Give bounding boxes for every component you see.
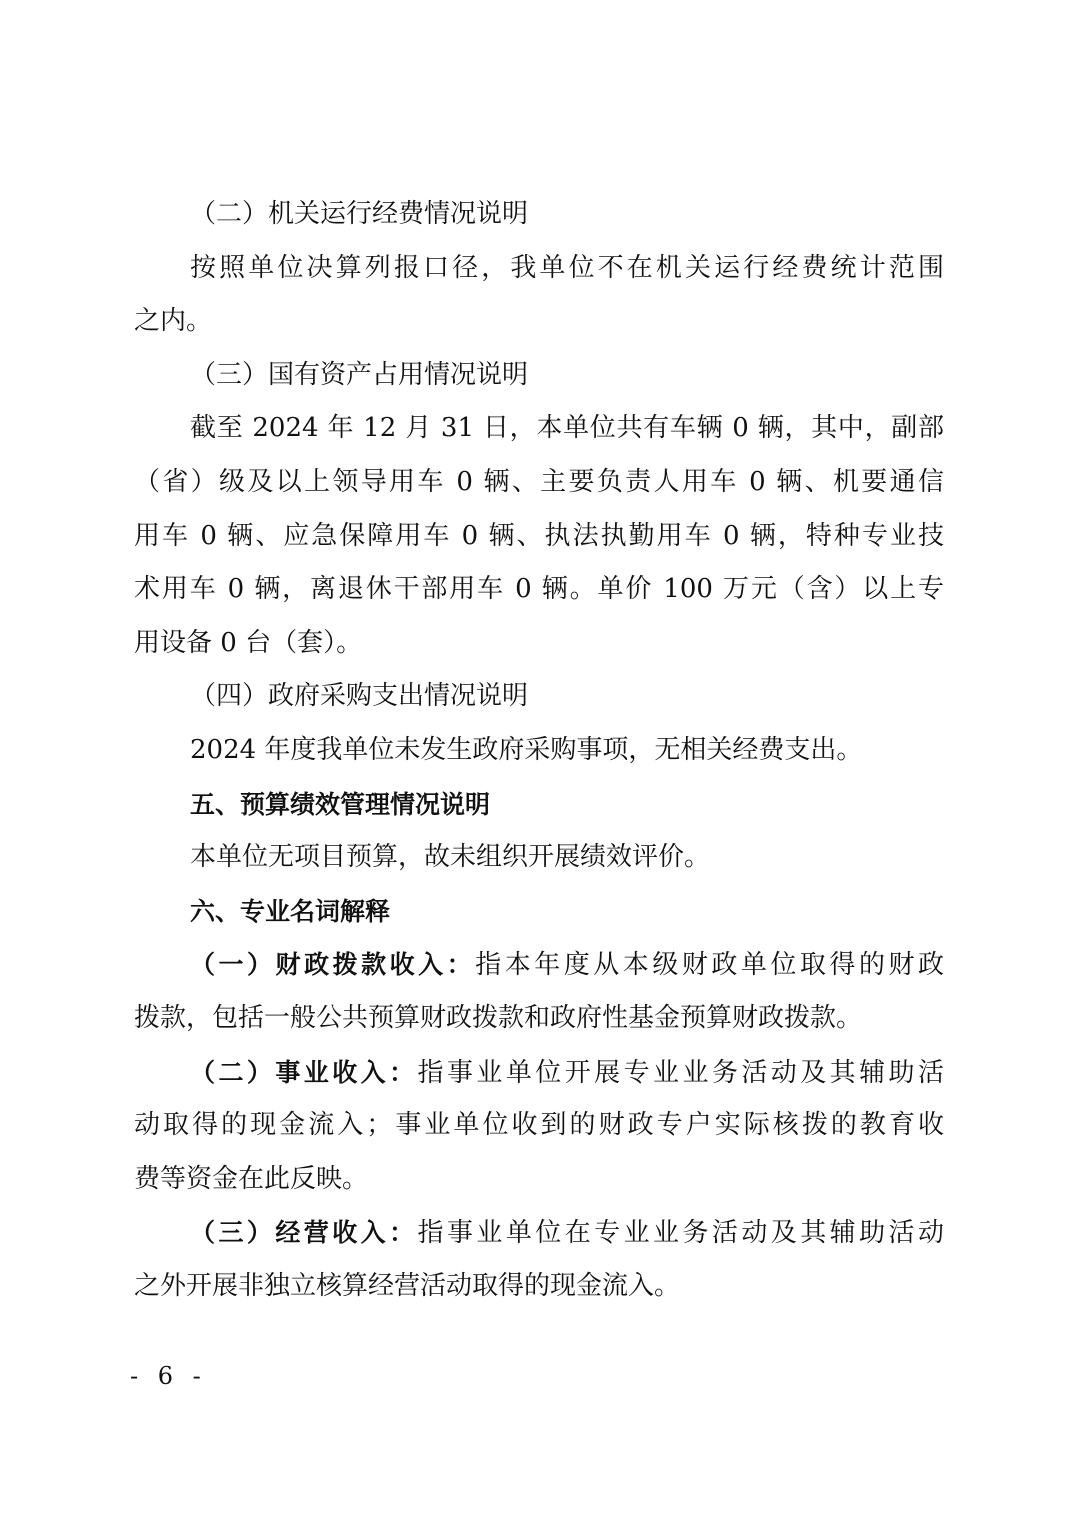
glossary-term: （三）经营收入： — [190, 1218, 418, 1248]
glossary-definition: 指事业单位在专业业务活动及其辅助活动 — [417, 1218, 944, 1249]
paragraph-line: 之内。 — [134, 306, 213, 337]
glossary-definition: 指本年度从本级财政单位取得的财政 — [475, 950, 944, 981]
glossary-item-operating-income — [134, 1206, 944, 1260]
document-page — [134, 188, 944, 1313]
paragraph-line: 费等资金在此反映。 — [134, 1163, 369, 1194]
paragraph-line: 截至 2024 年 12 月 31 日，本单位共有车辆 0 辆，其中，副部 — [190, 413, 944, 444]
paragraph-line: 用设备 0 台（套）。 — [134, 627, 363, 658]
paragraph-line: 按照单位决算列报口径，我单位不在机关运行经费统计范围 — [190, 252, 944, 283]
paragraph-line: 2024 年度我单位未发生政府采购事项，无相关经费支出。 — [190, 734, 863, 765]
paragraph-line: （省）级及以上领导用车 0 辆、主要负责人用车 0 辆、机要通信 — [134, 466, 944, 497]
section-heading-procurement: （四）政府采购支出情况说明 — [190, 681, 529, 712]
page-number: - 6 - — [130, 1362, 207, 1390]
paragraph-line: 本单位无项目预算，故未组织开展绩效评价。 — [190, 842, 711, 873]
paragraph-line: 用车 0 辆、应急保障用车 0 辆、执法执勤用车 0 辆，特种专业技 — [134, 520, 944, 551]
glossary-term: （二）事业收入： — [190, 1057, 418, 1087]
section-heading-performance: 五、预算绩效管理情况说明 — [190, 789, 491, 819]
paragraph-line: 动取得的现金流入；事业单位收到的财政专户实际核拨的教育收 — [134, 1110, 944, 1141]
glossary-definition: 指事业单位开展专业业务活动及其辅助活 — [417, 1057, 944, 1088]
glossary-term: （一）财政拨款收入： — [190, 950, 476, 980]
section-heading-admin-expense: （二）机关运行经费情况说明 — [190, 199, 529, 229]
glossary-item-business-income — [134, 1046, 944, 1100]
section-heading-glossary: 六、专业名词解释 — [190, 896, 391, 926]
glossary-item-fiscal-income — [134, 938, 944, 992]
paragraph-line: 术用车 0 辆，离退休干部用车 0 辆。单价 100 万元（含）以上专 — [134, 574, 944, 605]
paragraph-line: 拨款，包括一般公共预算财政拨款和政府性基金预算财政拨款。 — [134, 1002, 863, 1033]
paragraph-line: 之外开展非独立核算经营活动取得的现金流入。 — [134, 1270, 681, 1301]
section-heading-state-assets: （三）国有资产占用情况说明 — [190, 359, 529, 390]
